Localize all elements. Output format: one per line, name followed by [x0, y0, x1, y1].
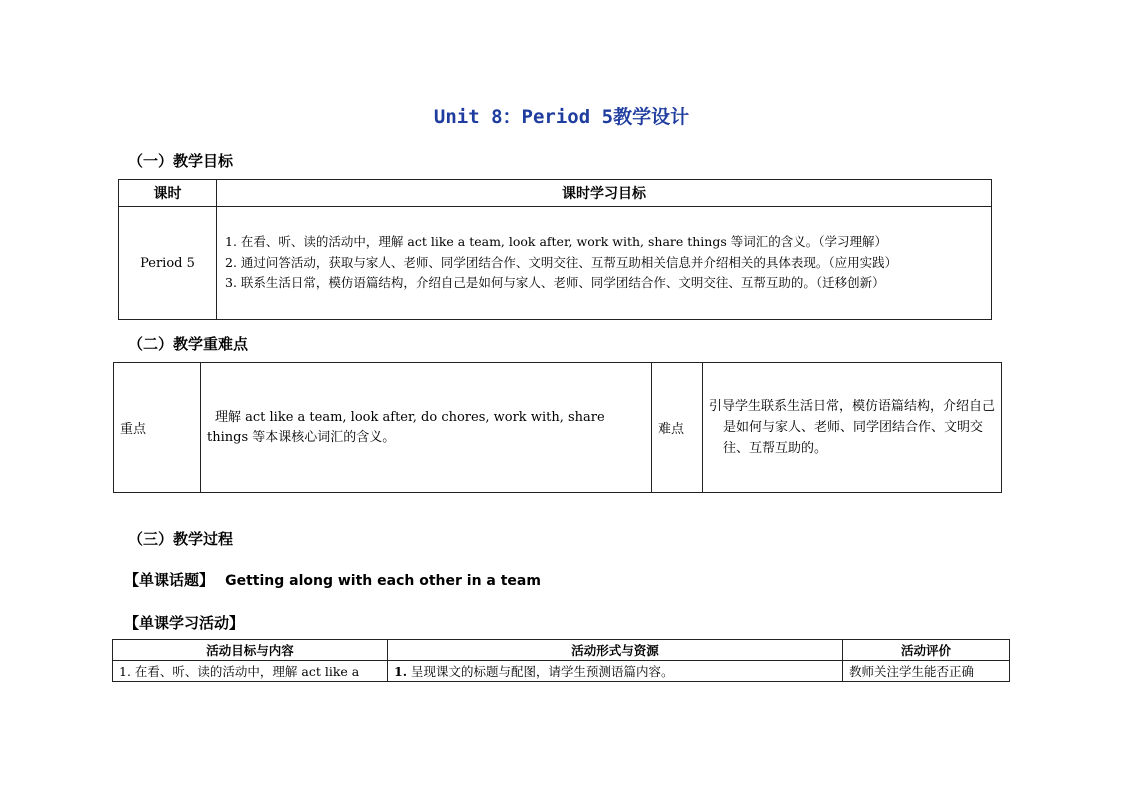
- form-number: 1.: [394, 664, 408, 679]
- activities-heading: 【单课学习活动】: [124, 614, 245, 632]
- objectives-table: [118, 179, 992, 320]
- table-header-row: [113, 640, 1010, 661]
- evaluation-cell: 教师关注学生能否正确: [843, 661, 1010, 682]
- section-objectives-heading: （一）教学目标: [128, 152, 234, 170]
- table-header-row: [119, 180, 992, 207]
- objectives-cell: [217, 207, 992, 320]
- period-cell: Period 5: [119, 207, 217, 320]
- objective-item: 3. 联系生活日常，模仿语篇结构，介绍自己是如何与家人、老师、同学团结合作、文明交往、互帮互助的。（迁移创新）: [225, 275, 885, 291]
- table-row: [119, 207, 992, 320]
- header-form: 活动形式与资源: [388, 640, 843, 661]
- objective-item: 2. 通过问答活动，获取与家人、老师、同学团结合作、文明交往、互帮互助相关信息并介绍相关的具体表现。（应用实践）: [225, 254, 898, 270]
- topic-label: 【单课话题】: [124, 571, 215, 589]
- section-keypoints-heading: （二）教学重难点: [128, 335, 249, 353]
- difficulty-text-content: 引导学生联系生活日常，模仿语篇结构，介绍自己是如何与家人、老师、同学团结合作、文明交往、互帮互助的。: [709, 399, 996, 456]
- topic-text: Getting along with each other in a team: [225, 573, 541, 589]
- topic-line: [124, 569, 541, 590]
- key-text: [201, 363, 652, 493]
- difficulty-label: 难点: [652, 363, 703, 493]
- header-evaluation: 活动评价: [843, 640, 1010, 661]
- goal-cell: 1. 在看、听、读的活动中，理解 act like a: [113, 661, 388, 682]
- objective-item: 1. 在看、听、读的活动中，理解 act like a team, look after, work with, share things 等词汇的含义。（学习理解）: [225, 234, 888, 250]
- table-row: [113, 661, 1010, 682]
- form-text: 呈现课文的标题与配图，请学生预测语篇内容。: [411, 664, 674, 679]
- table-row: [114, 363, 1002, 493]
- section-process-heading: （三）教学过程: [128, 530, 234, 548]
- header-objectives: 课时学习目标: [217, 180, 992, 207]
- difficulty-text: [703, 363, 1002, 493]
- keypoints-table: [113, 362, 1002, 493]
- key-label: 重点: [114, 363, 201, 493]
- form-cell: [388, 661, 843, 682]
- header-goal: 活动目标与内容: [113, 640, 388, 661]
- header-period: 课时: [119, 180, 217, 207]
- page-title: Unit 8：Period 5教学设计: [433, 106, 690, 128]
- key-text-content: 理解 act like a team, look after, do chores, work with, share things 等本课核心词汇的含义。: [207, 409, 605, 445]
- activities-table: [112, 639, 1010, 682]
